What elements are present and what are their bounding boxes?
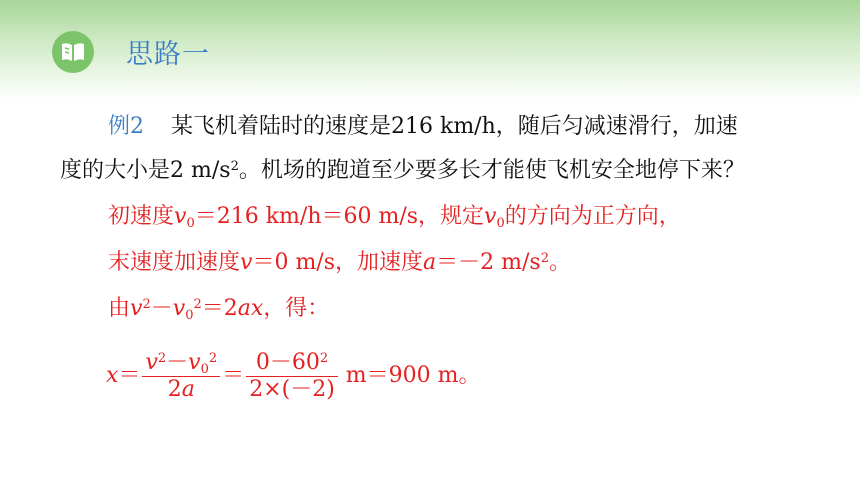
problem-text-2b: 。机场的跑道至少要多长才能使飞机安全地停下来？ [238, 158, 745, 183]
f2-num: 0－60 [255, 349, 320, 375]
f1-den-2: 2 [167, 376, 182, 402]
s3-sup1: 2 [142, 297, 151, 312]
f1-minus: － [166, 349, 189, 375]
fraction-2-numerator [246, 350, 338, 377]
s1-var-v: v [174, 204, 187, 229]
s2-text-b: ＝0 m/s，加速度 [252, 250, 424, 275]
solution-step-2 [108, 248, 571, 278]
open-book-icon [60, 41, 86, 63]
s4-eq1: ＝ [118, 363, 141, 388]
s3-text-b: ，得： [263, 296, 330, 321]
f1-sup2: 2 [208, 350, 218, 366]
s1-text-b: ＝216 km/h＝60 m/s，规定 [194, 204, 485, 229]
s2-sup: 2 [540, 251, 549, 266]
fraction-2 [246, 350, 338, 403]
s3-sub0: 0 [185, 308, 194, 323]
s4-eq2: ＝ [222, 363, 245, 388]
solution-step-1 [108, 202, 681, 232]
s3-sup2: 2 [193, 297, 202, 312]
solution-step-3 [108, 294, 329, 324]
s1-sub: 0 [186, 216, 195, 231]
f1-var-v: v [145, 349, 158, 375]
problem-text-2a: 度的大小是2 m/s [60, 158, 231, 183]
f1-sub: 0 [200, 361, 209, 377]
s1-text-c: 的方向为正方向， [504, 204, 681, 229]
f1-var-v0: v [188, 349, 201, 375]
s3-eq: ＝2 [201, 296, 238, 321]
s1-text-a: 初速度 [108, 204, 175, 229]
s2-var-a: a [423, 250, 437, 275]
s3-minus: － [150, 296, 173, 321]
problem-line-2 [60, 156, 745, 186]
logo-badge [52, 31, 94, 73]
solution-step-4 [106, 348, 481, 404]
s2-var-v: v [240, 250, 253, 275]
f1-sup: 2 [157, 350, 167, 366]
s4-result: m＝900 m。 [345, 363, 481, 388]
s2-text-d: 。 [548, 250, 571, 275]
problem-text-2-sup: 2 [230, 159, 239, 174]
fraction-1 [142, 350, 220, 403]
f2-sup: 2 [319, 350, 329, 366]
problem-text-1: 某飞机着陆时的速度是216 km/h，随后匀减速滑行，加速 [171, 114, 738, 139]
s2-text-a: 末速度加速度 [108, 250, 241, 275]
s3-var-ax: ax [237, 296, 264, 321]
fraction-2-denominator: 2×(－2) [249, 376, 335, 402]
example-label: 例2 [108, 114, 144, 139]
f1-den-a: a [181, 376, 195, 402]
fraction-1-numerator [142, 350, 220, 377]
fraction-1-denominator [142, 377, 220, 403]
section-title: 思路一 [126, 39, 210, 70]
s3-var-v: v [130, 296, 143, 321]
problem-line-1 [108, 112, 738, 142]
s2-text-c: ＝－2 m/s [436, 250, 541, 275]
s3-var-v0: v [172, 296, 186, 321]
s1-var-v2: v [484, 204, 497, 229]
s4-var-x: x [106, 363, 119, 388]
s1-sub2: 0 [496, 216, 505, 231]
s3-text-a: 由 [108, 296, 131, 321]
